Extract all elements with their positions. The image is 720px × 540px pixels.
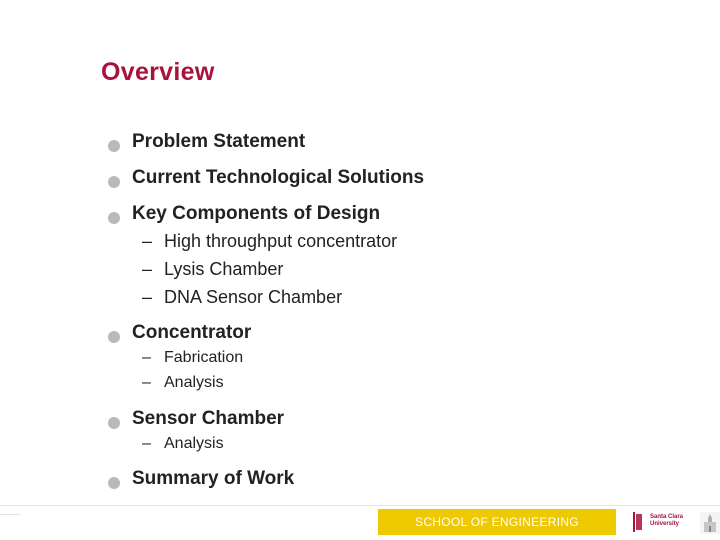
university-logo-icon [633, 512, 642, 532]
dash-marker: – [142, 435, 151, 452]
mission-church-icon [700, 512, 720, 534]
bullet-label: Current Technological Solutions [132, 167, 425, 188]
sub-item-label: Analysis [164, 374, 224, 391]
footer-divider [0, 514, 20, 515]
dash-marker: – [142, 231, 153, 251]
slide-title: Overview [101, 58, 215, 86]
bullet-label: Problem Statement [132, 131, 306, 152]
bullet-dot-icon [108, 140, 120, 152]
bullet-dot-icon [108, 477, 120, 489]
wordmark-line: Santa Clara [650, 514, 684, 520]
sub-item-label: High throughput concentrator [164, 231, 398, 251]
sub-item-label: DNA Sensor Chamber [164, 287, 343, 307]
university-wordmark [650, 514, 683, 528]
footer-banner-text: SCHOOL OF ENGINEERING [415, 515, 579, 529]
bullet-label: Summary of Work [132, 468, 295, 489]
dash-marker: – [142, 349, 151, 366]
bullet-dot-icon [108, 331, 120, 343]
sub-item-label: Lysis Chamber [164, 259, 284, 279]
bullet-dot-icon [108, 417, 120, 429]
wordmark-line: University [650, 521, 680, 527]
footer-divider [0, 505, 720, 506]
bullet-label: Concentrator [132, 322, 252, 343]
sub-item-label: Analysis [164, 435, 224, 452]
sub-item-label: Fabrication [164, 349, 244, 366]
dash-marker: – [142, 259, 153, 279]
bullet-dot-icon [108, 176, 120, 188]
dash-marker: – [142, 287, 153, 307]
dash-marker: – [142, 374, 151, 391]
bullet-dot-icon [108, 212, 120, 224]
bullet-label: Sensor Chamber [132, 408, 285, 429]
bullet-label: Key Components of Design [132, 203, 381, 224]
